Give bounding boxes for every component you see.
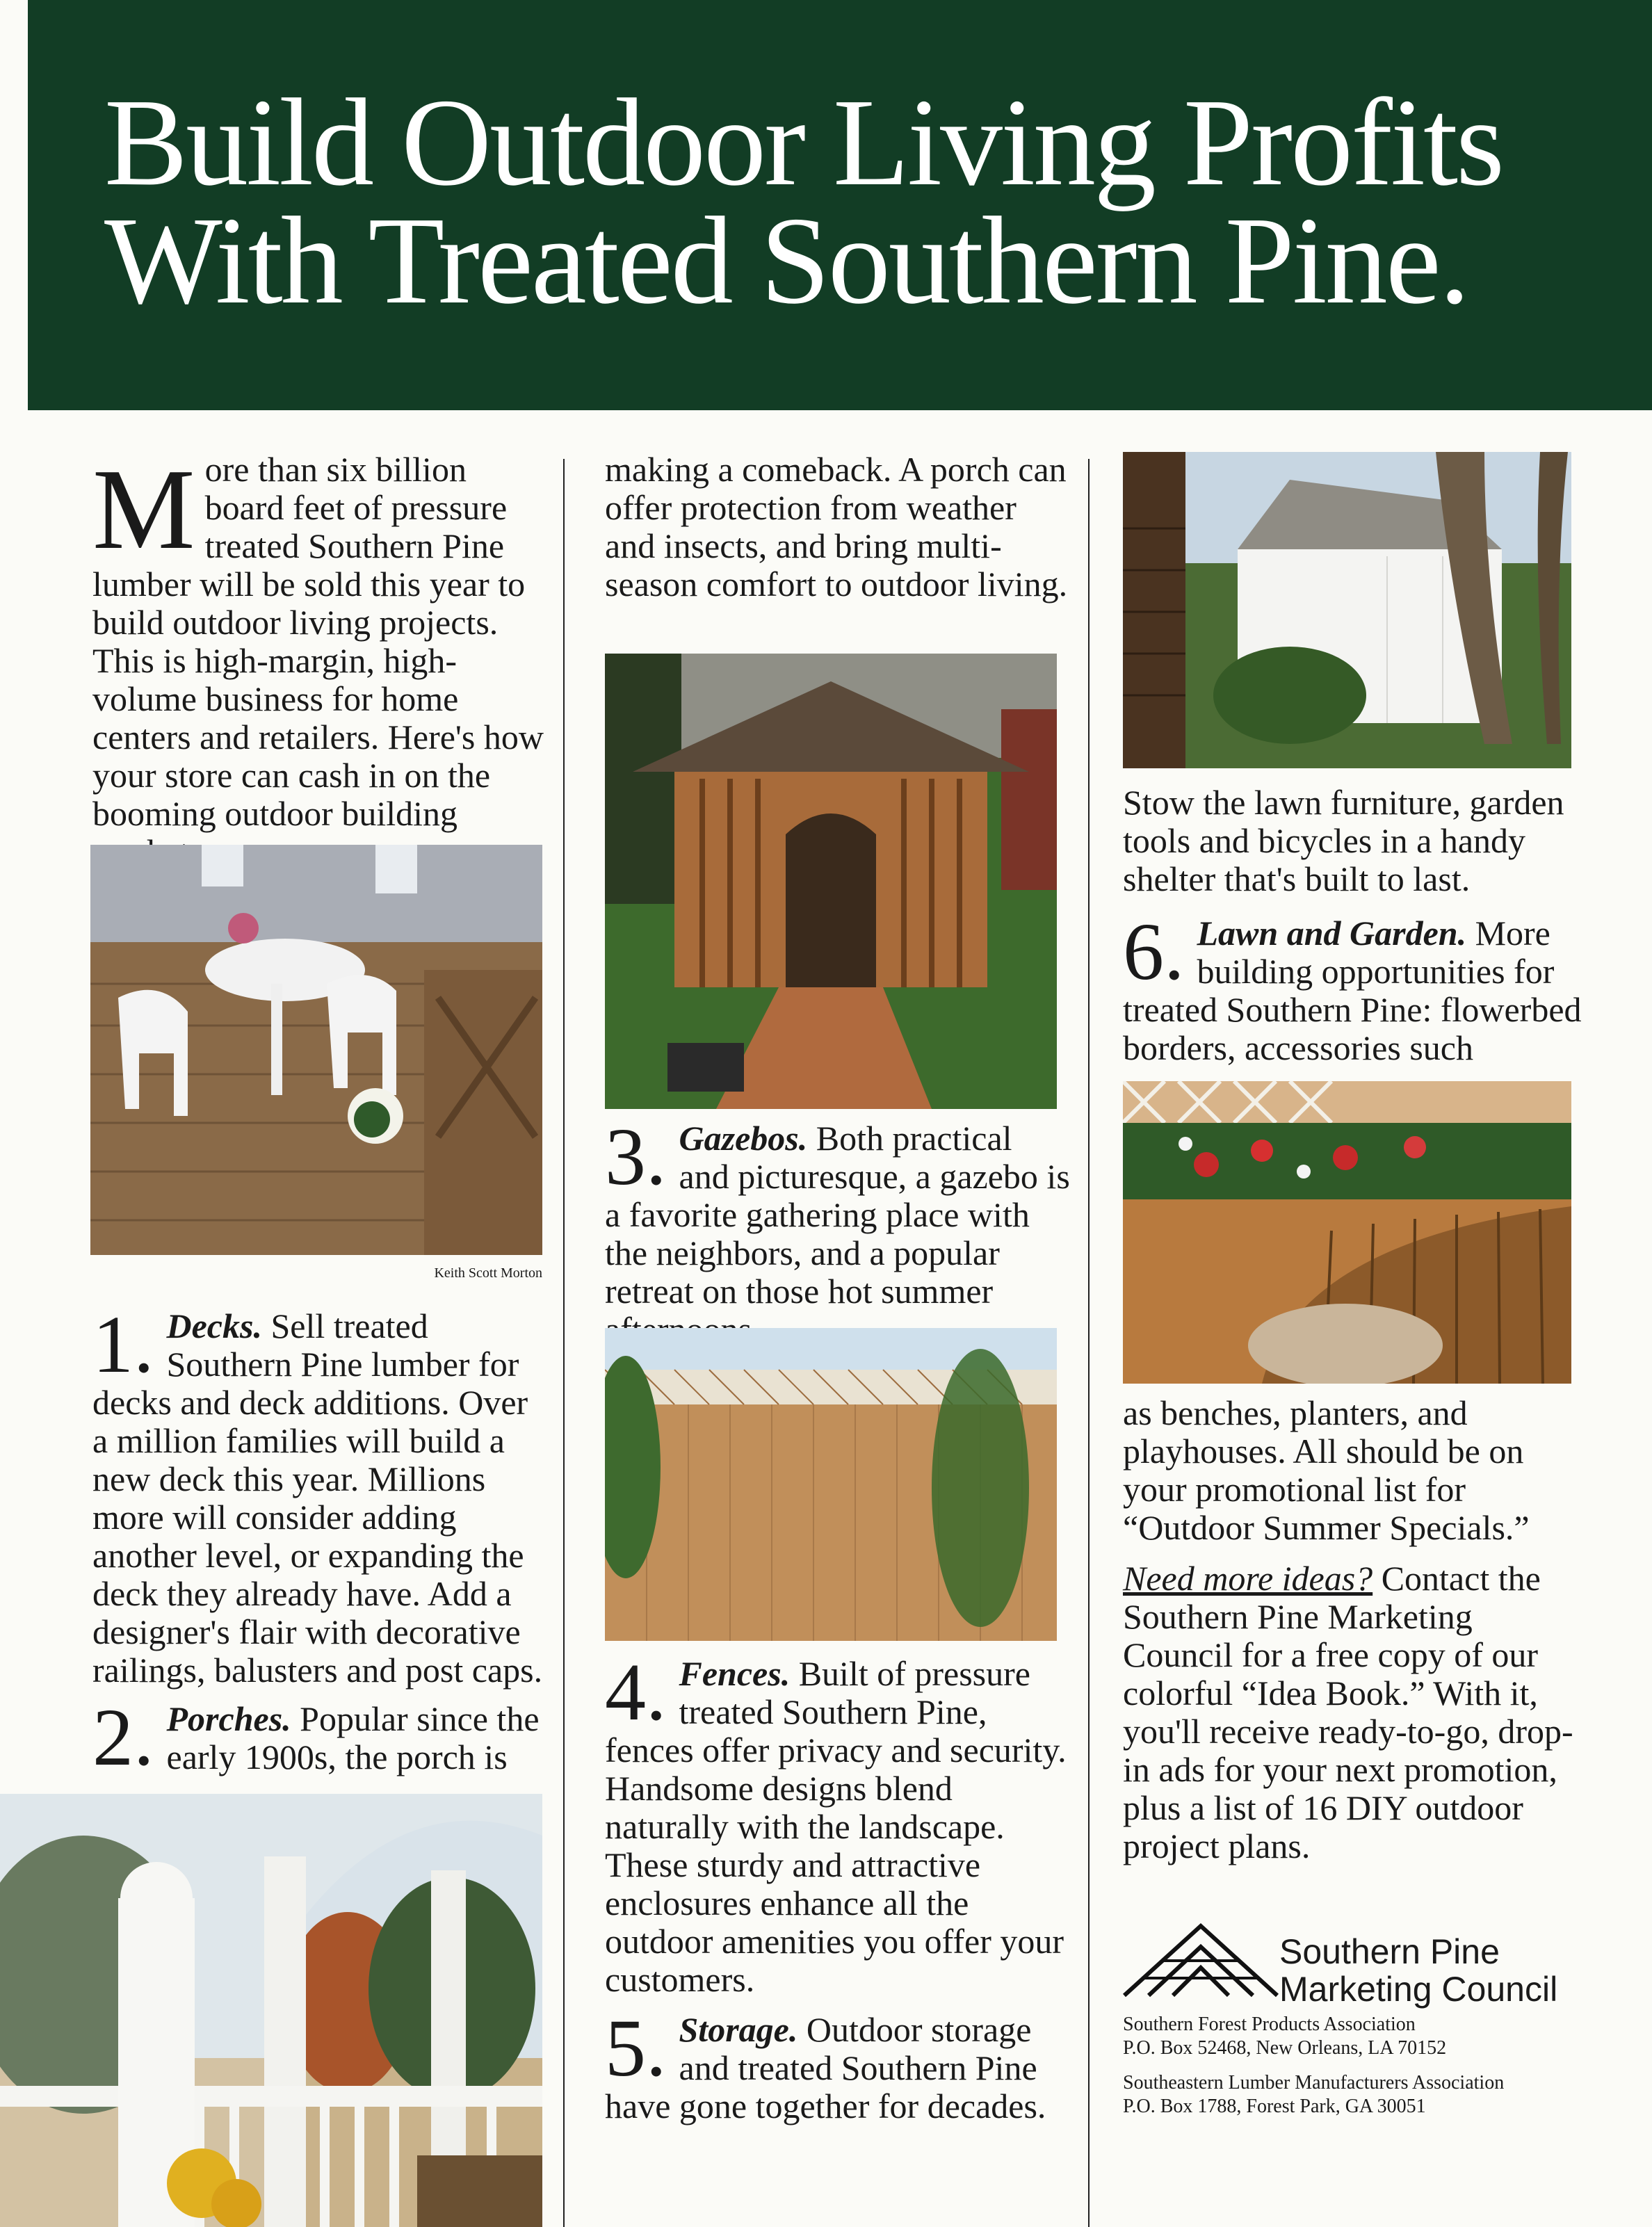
drop-cap: M [92,445,195,573]
item-number: 4. [605,1646,667,1738]
item-decks: 1. Decks. Sell treated Southern Pine lumber for decks and deck additions. Over a million families will build a new deck this year. Millions more will consider adding another level, or expanding the deck they already have. Add a designer's flair with decorative railings, balusters and post caps. [92,1299,543,1690]
item-porches: 2. Porches. Popular since the early 1900s, the porch is [92,1692,540,1783]
address-line-1: P.O. Box 52468, New Orleans, LA 70152 [1123,2037,1447,2059]
garden-continued: as benches, planters, and playhouses. All should be on your promotional list for “Outdoor Summer Specials.” [1123,1393,1530,1547]
address-org-1: Southern Forest Products Association [1123,2014,1416,2035]
address-org-2: Southeastern Lumber Manufacturers Association [1123,2072,1505,2094]
item-lawn-garden: 6. Lawn and Garden. More building opportunities for treated Southern Pine: flowerbed borders, accessories such [1123,906,1582,1067]
gazebo-photo [605,654,1057,1109]
item-heading: Storage. [679,2010,798,2049]
item-number: 5. [605,2002,667,2094]
address-line-2: P.O. Box 1788, Forest Park, GA 30051 [1123,2096,1426,2117]
fence-photo [605,1328,1057,1641]
title-line-1: Build Outdoor Living Profits [104,73,1503,211]
southern-pine-logo-icon [1121,1922,1281,1999]
item-heading: Porches. [166,1699,291,1738]
need-more-ideas-link[interactable]: Need more ideas? [1123,1559,1373,1598]
shed-photo [1123,452,1571,768]
column-rule-1 [563,459,565,2227]
item-number: 1. [92,1299,154,1390]
item-number: 6. [1123,906,1185,997]
logo-line-1: Southern Pine [1279,1932,1500,1971]
garden-photo [1123,1081,1571,1384]
item-heading: Gazebos. [679,1119,808,1158]
logo-wordmark [1279,1933,1557,2008]
item-number: 3. [605,1111,667,1202]
item-heading: Decks. [166,1306,262,1345]
porch-photo [0,1794,542,2227]
porch-continued: making a comeback. A porch can offer protection from weather and insects, and bring multi-season comfort to outdoor living. [605,450,1068,604]
page-title [104,73,1503,330]
item-heading: Lawn and Garden. [1197,914,1467,953]
item-storage: 5. Storage. Outdoor storage and treated Southern Pine have gone together for decades. [605,2002,1046,2125]
item-number: 2. [92,1692,154,1783]
logo-line-2: Marketing Council [1279,1970,1558,2009]
item-fences: 4. Fences. Built of pressure treated Southern Pine, fences offer privacy and security. Handsome designs blend naturally with the landscape. These sturdy and attractive enclosures enhance all the outdoor amenities you offer your customers. [605,1646,1067,1999]
address-block [1123,2013,1504,2119]
intro-paragraph: More than six billion board feet of pressure treated Southern Pine lumber will be sold this year to build outdoor living projects. This is high-margin, high-volume business for home centers and retailers. Here's how your store can cash in on the booming outdoor building [92,445,544,833]
storage-caption: Stow the lawn furniture, garden tools and bicycles in a handy shelter that's built to last. [1123,783,1564,898]
item-heading: Fences. [679,1654,791,1693]
title-line-2: With Treated Southern Pine. [104,191,1468,330]
column-rule-2 [1088,459,1090,2227]
photo-credit: Keith Scott Morton [434,1265,542,1281]
deck-photo [90,845,542,1255]
item-gazebos: 3. Gazebos. Both practical and picturesque, a gazebo is a favorite gathering place with the neighbors, and a popular retreat on those hot summer [605,1111,1070,1311]
more-ideas-paragraph: Need more ideas? Contact the Southern Pine Marketing Council for a free copy of our colorful “Idea Book.” With it, you'll receive ready-to-go, drop-in ads for your next promotion, plus a list of 16 DIY outdoor project plans. [1123,1559,1573,1865]
